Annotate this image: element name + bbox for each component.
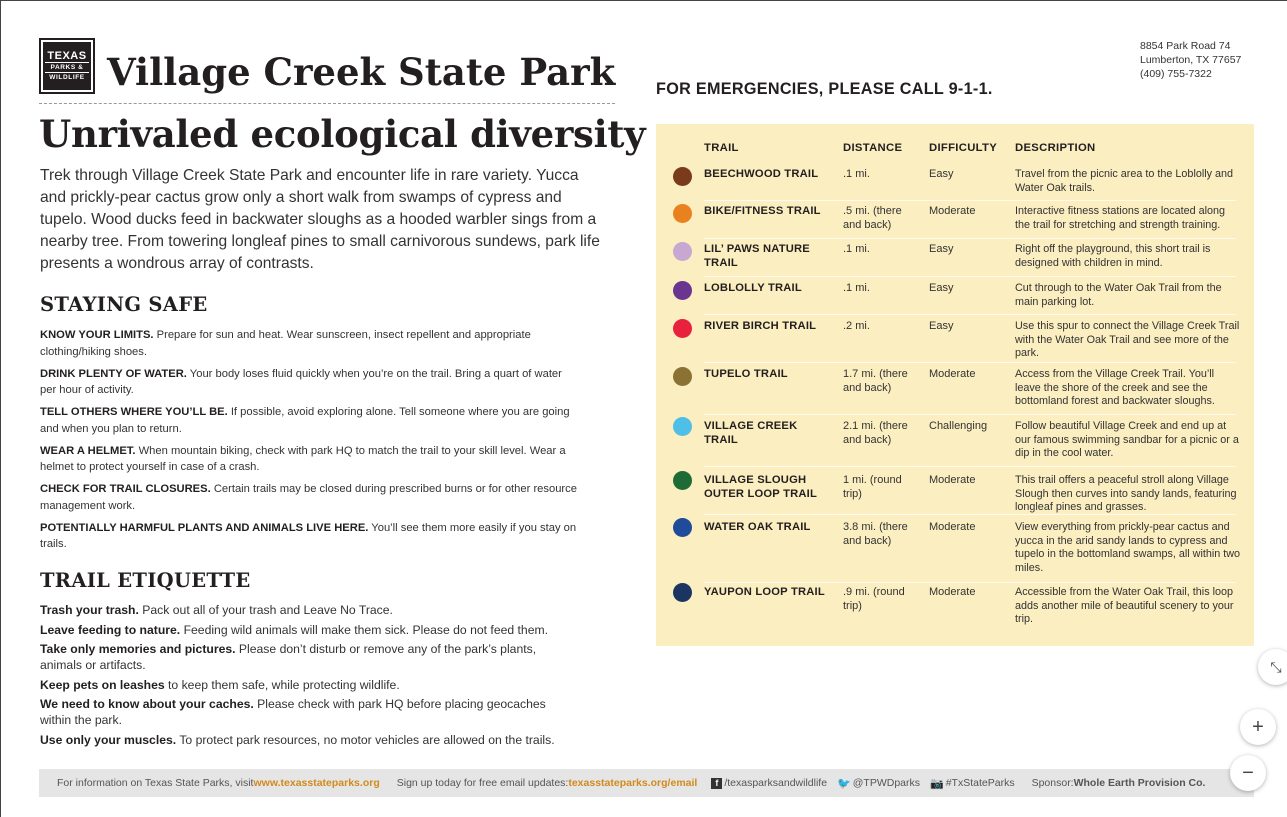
staying-safe-list (40, 327, 580, 558)
address-phone: (409) 755-7322 (1140, 68, 1212, 80)
trail-distance: .1 mi. (843, 168, 870, 180)
etiquette-rule-lead: Keep pets on leashes (40, 677, 165, 692)
trail-distance: .1 mi. (843, 282, 870, 294)
trail-distance: .1 mi. (843, 243, 870, 255)
park-name: Village Creek State Park (107, 50, 616, 94)
trail-distance: .9 mi. (round trip) (843, 586, 905, 612)
trail-description: Follow beautiful Village Creek and end up at our famous swimming sandbar for a picnic or a dip in the cool water. (1015, 420, 1239, 459)
trail-color-dot (673, 281, 692, 300)
etiquette-rule (40, 602, 580, 618)
safety-tip-text: If possible, avoid exploring alone. Tell someone where you are going and when you plan to return. (40, 406, 570, 435)
footer-sponsor-name: Whole Earth Provision Co. (1073, 777, 1206, 789)
trail-distance: .5 mi. (there and back) (843, 205, 902, 231)
etiquette-rule (40, 696, 580, 728)
header-distance: DISTANCE (843, 142, 903, 154)
address-line-1: 8854 Park Road 74 (1140, 40, 1231, 52)
dashed-divider (39, 103, 615, 104)
etiquette-rule-text: Please check with park HQ before placing geocaches within the park. (40, 697, 546, 727)
etiquette-rule-lead: Take only memories and pictures. (40, 642, 236, 656)
staying-safe-title: STAYING SAFE (40, 293, 208, 316)
safety-tip-text: When mountain biking, check with park HQ to match the trail to your skill level. Wear a helmet to protect yourself in case of a crash. (40, 444, 566, 473)
row-divider (704, 314, 1236, 315)
etiquette-rule-text: Feeding wild animals will make them sick. Please do not feed them. (180, 622, 549, 637)
trail-color-dot (673, 319, 692, 338)
intro-paragraph: Trek through Village Creek State Park and encounter life in rare variety. Yucca and prickly-pear cactus grow only a short walk from swamps of cypress and tupelo. Wood ducks feed in backwater sloughs as a hooded warbler sings from a nearby tree. From towering longleaf pines to small carnivorous sundews, park life presents a wondrous array of contrasts. (40, 167, 600, 272)
trail-difficulty: Easy (929, 168, 954, 180)
safety-tip (40, 327, 580, 360)
trail-name: LIL’ PAWS NATURE TRAIL (704, 243, 810, 269)
row-divider (704, 414, 1236, 415)
trail-description: Interactive fitness stations are located along the trail for stretching and strength training. (1015, 205, 1226, 231)
etiquette-rule (40, 641, 580, 673)
park-address (1140, 39, 1241, 81)
safety-tip-lead: KNOW YOUR LIMITS. (40, 329, 154, 341)
safety-tip-text: Certain trails may be closed during prescribed burns or for other resource management work. (40, 483, 577, 512)
trail-description: Accessible from the Water Oak Trail, this loop adds another mile of beautiful scenery to your trip. (1015, 586, 1234, 625)
trail-distance: 1 mi. (round trip) (843, 474, 902, 500)
footer-twitter[interactable]: @TPWDparks (852, 777, 920, 789)
trail-etiquette-title: TRAIL ETIQUETTE (40, 569, 251, 592)
safety-tip (40, 404, 580, 437)
safety-tip-text: Your body loses fluid quickly when you’re on the trail. Bring a quart of water per hour of activity. (40, 367, 562, 396)
trail-name: YAUPON LOOP TRAIL (704, 586, 825, 598)
etiquette-rule (40, 622, 580, 638)
trail-difficulty: Challenging (929, 420, 988, 432)
row-divider (704, 514, 1236, 515)
trail-difficulty: Easy (929, 320, 954, 332)
etiquette-rule-lead: We need to know about your caches. (40, 697, 254, 711)
fit-screen-button[interactable] (1258, 649, 1287, 685)
safety-tip-lead: CHECK FOR TRAIL CLOSURES. (40, 483, 211, 495)
trail-name: BEECHWOOD TRAIL (704, 168, 819, 180)
trail-description: Access from the Village Creek Trail. You’ll leave the shore of the creek and see the bottomland forest and backwater sloughs. (1015, 368, 1215, 407)
trail-name: LOBLOLLY TRAIL (704, 282, 802, 294)
trail-etiquette-list (40, 602, 580, 751)
safety-tip (40, 481, 580, 514)
etiquette-rule (40, 732, 580, 748)
facebook-icon: f (711, 778, 722, 789)
tpwd-logo (39, 38, 95, 94)
zoom-out-icon: − (1242, 761, 1254, 784)
logo-line-1: TEXAS (47, 50, 87, 62)
fit-screen-icon: ⤡ (1270, 658, 1282, 675)
trail-difficulty: Moderate (929, 474, 976, 486)
trail-name: VILLAGE CREEK TRAIL (704, 420, 798, 446)
row-divider (704, 276, 1236, 277)
trail-difficulty: Easy (929, 243, 954, 255)
safety-tip-lead: WEAR A HELMET. (40, 444, 136, 457)
trail-description: View everything from prickly-pear cactus and yucca in the arid sandy lands to cypress and tupelo in the bottomland swamps, all within two miles. (1015, 521, 1241, 574)
header-trail: TRAIL (704, 142, 739, 154)
footer-sponsor-label: Sponsor: (1031, 777, 1074, 789)
safety-tip (40, 366, 580, 399)
safety-tip-lead: POTENTIALLY HARMFUL PLANTS AND ANIMALS LIVE HERE. (40, 521, 369, 534)
safety-tip-lead: DRINK PLENTY OF WATER. (40, 367, 187, 380)
trail-description: Use this spur to connect the Village Creek Trail with the Water Oak Trail and see more of the park. (1015, 320, 1240, 359)
trail-difficulty: Moderate (929, 586, 976, 598)
etiquette-rule-lead: Trash your trash. (40, 603, 139, 617)
trail-color-dot (673, 367, 692, 386)
etiquette-rule (40, 677, 580, 693)
trail-color-dot (673, 167, 692, 186)
trail-color-dot (673, 417, 692, 436)
footer-info-text: For information on Texas State Parks, visit (57, 777, 254, 789)
footer-facebook[interactable]: /texasparksandwildlife (724, 777, 828, 789)
header-difficulty: DIFFICULTY (929, 142, 998, 154)
safety-tip-text: Prepare for sun and heat. Wear sunscreen, insect repellent and appropriate clothing/hiking shoes. (40, 329, 531, 358)
footer-bar (39, 769, 1254, 797)
row-divider (704, 362, 1236, 363)
trail-name: WATER OAK TRAIL (704, 521, 811, 533)
trail-difficulty: Moderate (929, 368, 976, 380)
row-divider (704, 200, 1236, 201)
safety-tip-text: You’ll see them more easily if you stay on trails. (40, 521, 577, 550)
zoom-in-icon: + (1252, 715, 1264, 738)
zoom-out-button[interactable] (1230, 755, 1266, 791)
trail-name: TUPELO TRAIL (704, 368, 788, 380)
trail-distance: .2 mi. (843, 320, 870, 332)
row-divider (704, 466, 1236, 467)
trail-description: Travel from the picnic area to the Loblolly and Water Oak trails. (1015, 168, 1234, 194)
trail-description: Cut through to the Water Oak Trail from the main parking lot. (1015, 282, 1222, 308)
trail-distance: 2.1 mi. (there and back) (843, 420, 908, 446)
etiquette-rule-text: To protect park resources, no motor vehicles are allowed on the trails. (176, 732, 555, 747)
trail-description: Right off the playground, this short trail is designed with children in mind. (1015, 243, 1211, 269)
trail-distance: 1.7 mi. (there and back) (843, 368, 908, 394)
trail-description: This trail offers a peaceful stroll along Village Slough then curves into sandy lands, featuring longleaf pines and grasses. (1015, 474, 1237, 513)
trail-name: BIKE/FITNESS TRAIL (704, 205, 821, 217)
footer-instagram[interactable]: #TxStateParks (945, 777, 1015, 789)
trail-color-dot (673, 518, 692, 537)
footer-signup-link[interactable]: texasstateparks.org/email (568, 777, 698, 789)
row-divider (704, 238, 1236, 239)
address-line-2: Lumberton, TX 77657 (1140, 54, 1242, 66)
etiquette-rule-text: Please don’t disturb or remove any of the park’s plants, animals or artifacts. (40, 642, 537, 672)
etiquette-rule-text: Pack out all of your trash and Leave No Trace. (138, 603, 393, 617)
trail-difficulty: Easy (929, 282, 954, 294)
trail-color-dot (673, 242, 692, 261)
footer-info-link[interactable]: www.texasstateparks.org (253, 777, 380, 789)
safety-tip (40, 520, 580, 553)
trail-difficulty: Moderate (929, 205, 976, 217)
trail-color-dot (673, 204, 692, 223)
etiquette-rule-text: to keep them safe, while protecting wildlife. (164, 677, 400, 692)
hero-title: Unrivaled ecological diversity (39, 112, 646, 156)
twitter-icon: 🐦 (837, 777, 851, 790)
safety-tip (40, 443, 580, 476)
safety-tip-lead: TELL OTHERS WHERE YOU’LL BE. (40, 406, 228, 418)
emergency-notice: FOR EMERGENCIES, PLEASE CALL 9-1-1. (656, 80, 993, 98)
logo-line-3: WILDLIFE (45, 72, 89, 82)
zoom-in-button[interactable] (1240, 709, 1276, 745)
trail-color-dot (673, 583, 692, 602)
row-divider (704, 582, 1236, 583)
camera-icon: 📷 (930, 777, 944, 790)
header-description: DESCRIPTION (1015, 142, 1096, 154)
trail-difficulty: Moderate (929, 521, 976, 533)
logo-line-2: PARKS & (45, 62, 89, 72)
trail-name: VILLAGE SLOUGH OUTER LOOP TRAIL (704, 474, 818, 500)
trail-color-dot (673, 471, 692, 490)
etiquette-rule-lead: Use only your muscles. (40, 732, 177, 747)
trail-name: RIVER BIRCH TRAIL (704, 320, 817, 332)
footer-signup-text: Sign up today for free email updates: (396, 777, 569, 789)
etiquette-rule-lead: Leave feeding to nature. (40, 622, 181, 637)
trail-distance: 3.8 mi. (there and back) (843, 521, 908, 547)
